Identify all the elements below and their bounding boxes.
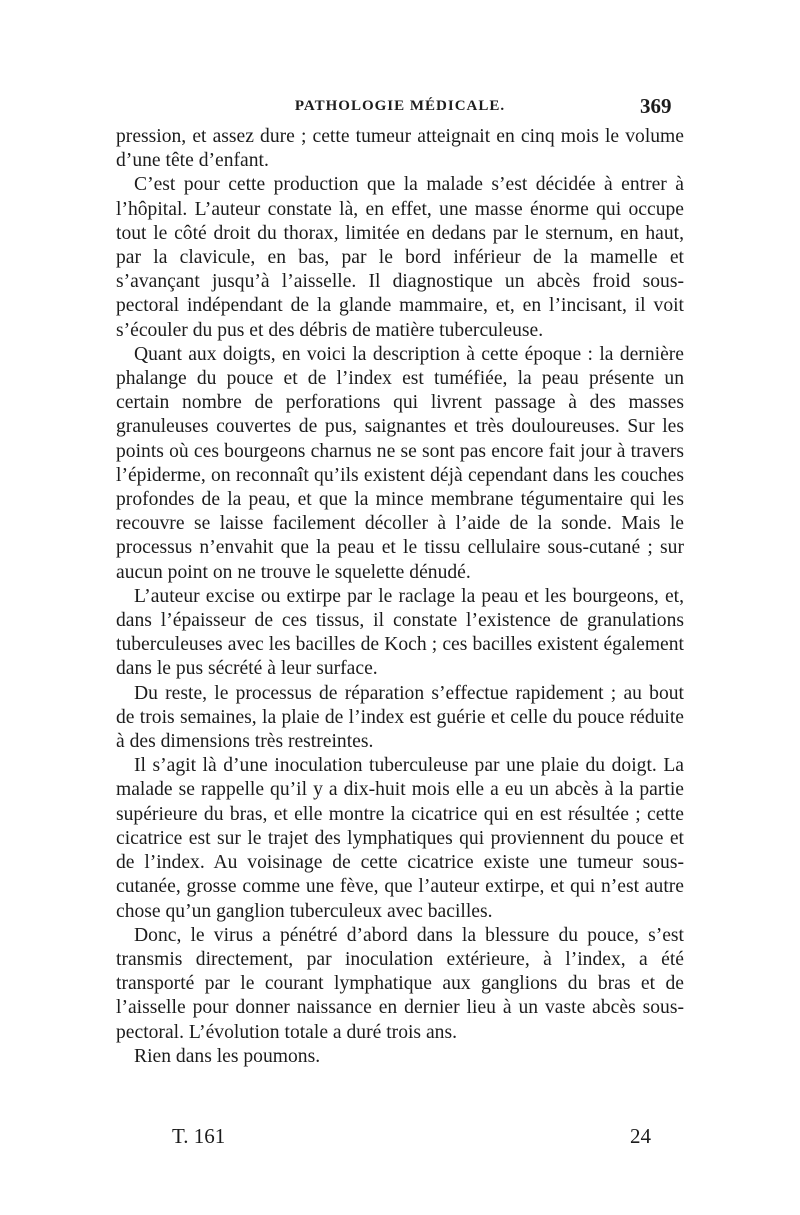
paragraph: C’est pour cette production que la malade s’est décidée à entrer à l’hôpital. L’auteur constate là, en effet, une masse énorme qui occupe tout le côté droit du thorax, limitée en dedans par le sternum, en haut, par la clavicule, en bas, par le bord inférieur de la mamelle et s’avançant jusqu’à l’aisselle. Il diagnostique un abcès froid sous-pectoral indépendant de la glande mammaire, et, en l’incisant, il voit s’écouler du pus et des débris de matière tuberculeuse. <box>116 174 684 341</box>
paragraph: L’auteur excise ou extirpe par le raclage la peau et les bourgeons, et, dans l’épaisseur de ces tissus, il constate l’existence de granulations tuberculeuses avec les bacilles de Koch ; ces bacilles existent également dans le pus sécrété à leur surface. <box>116 585 684 680</box>
paragraph: Du reste, le processus de réparation s’effectue rapidement ; au bout de trois semaines, la plaie de l’index est guérie et celle du pouce réduite à des dimensions très restreintes. <box>116 682 684 753</box>
paragraph: Il s’agit là d’une inoculation tuberculeuse par une plaie du doigt. La malade se rappelle qu’il y a dix-huit mois elle a eu un abcès à la partie supérieure du bras, et elle montre la cicatrice qui en est résultée ; cette cicatrice est sur le trajet des lymphatiques qui proviennent du pouce et de l’index. Au voisinage de cette cicatrice existe une tumeur sous-cutanée, grosse comme une fève, que l’auteur extirpe, et qui n’est autre chose qu’un ganglion tuberculeux avec bacilles. <box>116 755 684 922</box>
paragraph: Quant aux doigts, en voici la description à cette époque : la dernière phalange du pouce et de l’index est tuméfiée, la peau présente un certain nombre de perforations qui livrent passage à des masses granuleuses couvertes de pus, saignantes et très douloureuses. Sur les points où ces bourgeons charnus ne se sont pas encore fait jour à travers l’épiderme, on reconnaît qu’ils existent déjà cependant dans les couches profondes de la peau, et que la mince membrane tégumentaire qui les recouvre se laisse facilement décoller à l’aide de la sonde. Mais le processus n’envahit que la peau et le tissu cellulaire sous-cutané ; sur aucun point on ne trouve le squelette dénudé. <box>116 343 684 583</box>
paragraph: Donc, le virus a pénétré d’abord dans la blessure du pouce, s’est transmis directement, par inoculation extérieure, à l’index, a été transporté par le courant lymphatique aux ganglions du bras et de l’aisselle pour donner naissance en dernier lieu à un vaste abcès sous-pectoral. L’évolution totale a duré trois ans. <box>116 924 684 1043</box>
signature-mark: T. 161 <box>172 1124 226 1148</box>
body-text <box>116 125 684 1069</box>
running-title: PATHOLOGIE MÉDICALE. <box>294 98 506 114</box>
paragraph: pression, et assez dure ; cette tumeur atteignait en cinq mois le volume d’une tête d’enfant. <box>116 126 684 172</box>
page-number: 369 <box>640 94 672 118</box>
paragraph: Rien dans les poumons. <box>134 1045 321 1067</box>
sheet-number: 24 <box>630 1124 651 1148</box>
